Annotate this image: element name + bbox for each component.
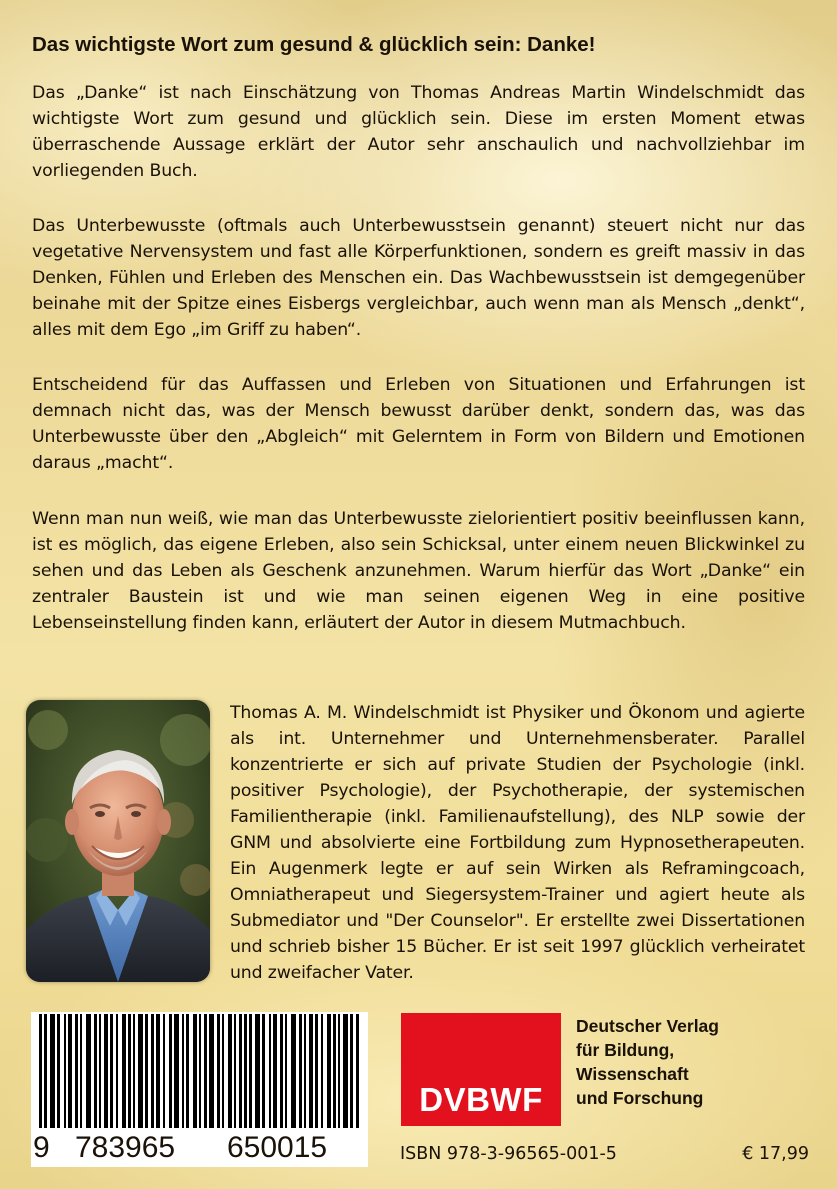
barcode-bar	[94, 1014, 97, 1128]
publisher-name-line-1: Deutscher Verlag	[576, 1016, 719, 1036]
barcode-bar	[64, 1014, 66, 1128]
barcode-bar	[217, 1014, 220, 1128]
barcode-bar	[193, 1014, 197, 1128]
barcode-bar	[182, 1014, 184, 1128]
barcode-bar	[186, 1014, 189, 1128]
barcode-bar	[343, 1014, 348, 1128]
barcode-bar	[99, 1014, 101, 1128]
description-paragraph-4: Wenn man nun weiß, wie man das Unterbewusste zielorientiert positiv beeinflussen kann, ist es möglich, das eigene Erleben, also sein Schicksal, unter einem neuen Blickwinkel zu sehen und das Leben als Geschenk anzunehmen. Warum hierfür das Wort „Danke“ ein zentraler Baustein ist und wie man seinen eigenen Weg in eine positive Lebenseinstellung finden kann, erläutert der Autor in diesem Mutmachbuch.	[32, 509, 805, 633]
barcode-bar	[333, 1014, 336, 1128]
barcode-bar	[128, 1014, 131, 1128]
barcode-bar	[116, 1014, 118, 1128]
barcode-bar	[255, 1014, 260, 1128]
ean-barcode	[31, 1012, 368, 1167]
barcode-bar	[80, 1014, 82, 1128]
publisher-logo-block	[401, 1013, 561, 1126]
barcode-bar	[280, 1014, 283, 1128]
barcode-bar	[244, 1014, 247, 1128]
barcode-bar	[169, 1014, 172, 1128]
barcode-bar	[204, 1014, 207, 1128]
barcode-digits-left: 783965	[75, 1131, 176, 1164]
isbn-label: ISBN 978-3-96565-001-5	[400, 1144, 617, 1164]
barcode-digits-right: 650015	[227, 1131, 328, 1164]
barcode-digits	[31, 1130, 368, 1166]
barcode-bar	[299, 1014, 302, 1128]
barcode-bar	[222, 1014, 224, 1128]
barcode-bar	[145, 1014, 148, 1128]
publisher-logo: DVBWF	[419, 1081, 543, 1118]
barcode-bar	[199, 1014, 201, 1128]
barcode-bar	[350, 1014, 353, 1128]
barcode-bar	[151, 1014, 154, 1128]
barcode-bar	[228, 1014, 232, 1128]
barcode-bar	[122, 1014, 126, 1128]
barcode-bar	[39, 1014, 42, 1128]
barcode-bars	[35, 1014, 364, 1132]
description-paragraph-2: Das Unterbewusste (oftmals auch Unterbewusstsein genannt) steuert nicht nur das vegetative Nervensystem und fast alle Körperfunktionen, sondern es greift massiv in das Denken, Fühlen und Erleben des Menschen ein. Das Wachbewusstsein ist demgegenüber beinahe mit der Spitze eines Eisbergs vergleichbar, auch wenn man als Mensch „denkt“, alles mit dem Ego „im Griff zu haben“.	[32, 216, 805, 340]
barcode-bar	[315, 1014, 318, 1128]
barcode-bar	[273, 1014, 277, 1128]
barcode-bar	[110, 1014, 113, 1128]
barcode-bar	[285, 1014, 287, 1128]
barcode-bar	[304, 1014, 306, 1128]
barcode-bar	[156, 1014, 160, 1128]
author-bio: Thomas A. M. Windelschmidt ist Physiker und Ökonom und agierte als int. Unternehmer und Unternehmensberater. Parallel konzentrierte er sich auf private Studien der Psychologie (inkl. positiver Psychologie), der Psychotherapie, der systemischen Familientherapie (inkl. Familienaufstellung), des NLP sowie der GNM und absolvierte eine Fortbildung zum Hypnosetherapeuten. Ein Augenmerk legte er auf sein Wirken als Reframingcoach, Omniatherapeut und Siegersystem-Trainer und agiert heute als Submediator und "Der Counselor". Er erstellte zwei Dissertationen und schrieb bisher 15 Bücher. Er ist seit 1997 glücklich verheiratet und zweifacher Vater.	[230, 703, 805, 983]
barcode-bar	[133, 1014, 135, 1128]
barcode-bar	[338, 1014, 340, 1128]
barcode-bar	[356, 1014, 359, 1128]
publisher-name-line-3: Wissenschaft	[576, 1064, 689, 1084]
barcode-bar	[57, 1014, 60, 1128]
barcode-bar	[321, 1014, 323, 1128]
barcode-bar	[209, 1014, 214, 1128]
barcode-bar	[309, 1014, 313, 1128]
barcode-bar	[163, 1014, 165, 1128]
cover-headline: Das wichtigste Wort zum gesund & glücklich sein: Danke!	[32, 33, 596, 56]
barcode-bar	[262, 1014, 265, 1128]
barcode-bar	[269, 1014, 271, 1128]
barcode-bar	[291, 1014, 296, 1128]
barcode-bar	[249, 1014, 252, 1128]
description-paragraph-1: Das „Danke“ ist nach Einschätzung von Thomas Andreas Martin Windelschmidt das wichtigste Wort zum gesund und glücklich sein. Diese im ersten Moment etwas überraschende Aussage erklärt der Autor sehr anschaulich und nachvollziehbar im vorliegenden Buch.	[32, 83, 805, 181]
barcode-digit-prefix: 9	[33, 1131, 50, 1164]
description-paragraph-3: Entscheidend für das Auffassen und Erleben von Situationen und Erfahrungen ist demnach nicht das, was der Mensch bewusst darüber denkt, sondern das, was das Unterbewusste über den „Abgleich“ mit Gelerntem in Form von Bildern und Emotionen daraus „macht“.	[32, 375, 805, 473]
barcode-bar	[86, 1014, 91, 1128]
barcode-bar	[44, 1014, 47, 1128]
barcode-bar	[138, 1014, 143, 1128]
publisher-name-line-4: und Forschung	[576, 1088, 704, 1108]
barcode-bar	[50, 1014, 55, 1128]
barcode-bar	[68, 1014, 72, 1128]
price-label: € 17,99	[742, 1144, 809, 1164]
barcode-bar	[174, 1014, 179, 1128]
barcode-bar	[104, 1014, 108, 1128]
barcode-bar	[234, 1014, 236, 1128]
barcode-bar	[327, 1014, 331, 1128]
author-portrait	[26, 700, 210, 982]
barcode-bar	[75, 1014, 78, 1128]
barcode-bar	[239, 1014, 242, 1128]
publisher-name-line-2: für Bildung,	[576, 1040, 675, 1060]
publisher-name	[576, 1014, 816, 1110]
